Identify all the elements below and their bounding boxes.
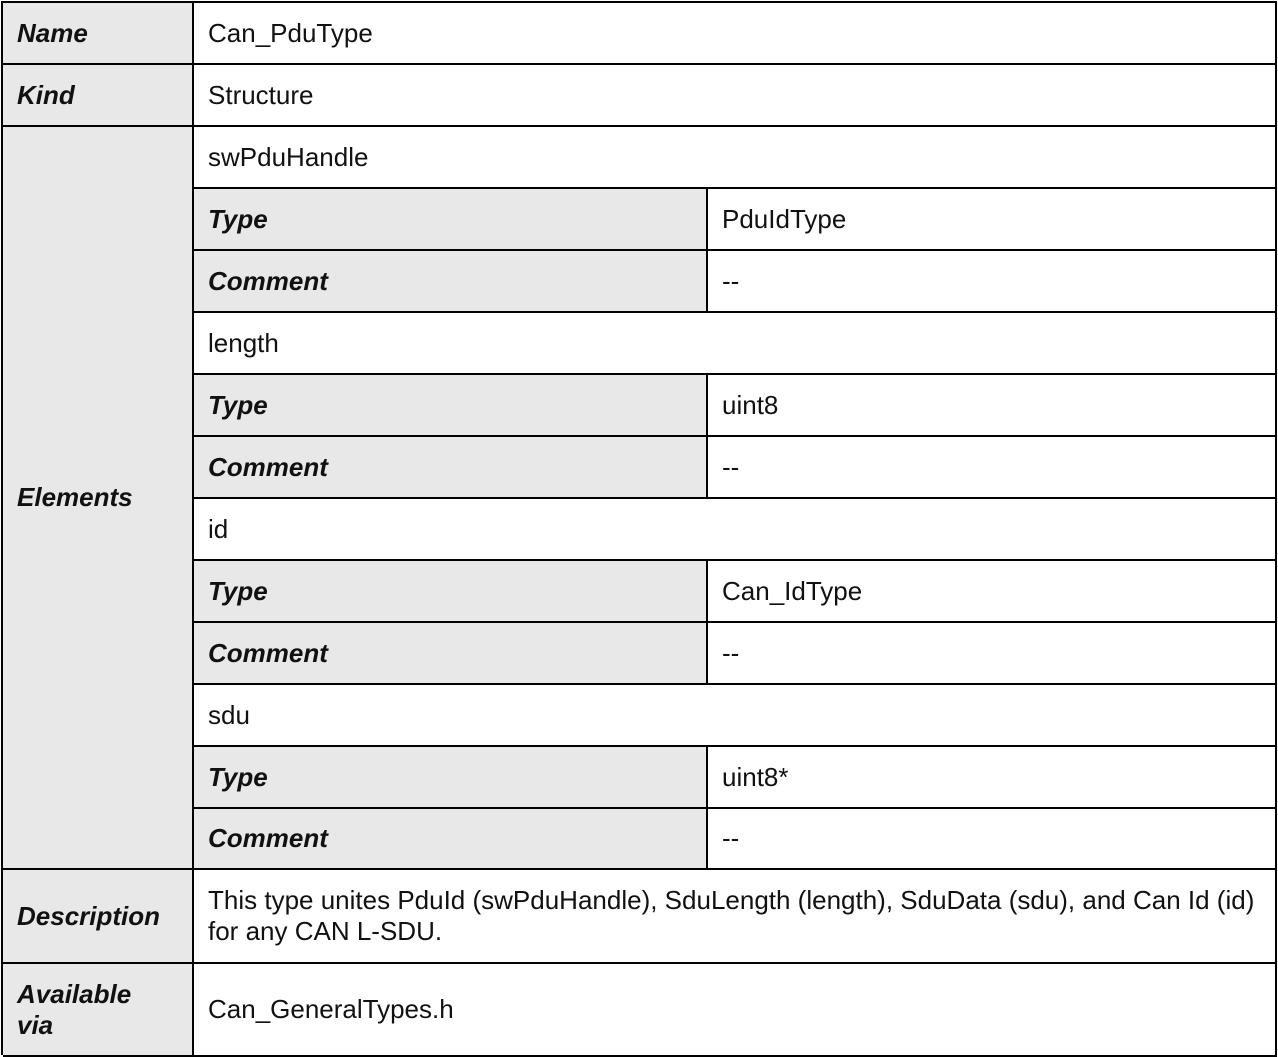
- element-name: sdu: [194, 685, 1277, 747]
- element-name: swPduHandle: [194, 127, 1277, 189]
- element-type-label: Type: [194, 561, 708, 623]
- available-via-label: Available via: [3, 964, 194, 1057]
- element-type-value: uint8: [708, 375, 1277, 437]
- elements-label: Elements: [3, 127, 194, 870]
- kind-label: Kind: [3, 65, 194, 127]
- available-via-value: Can_GeneralTypes.h: [194, 964, 1277, 1057]
- element-comment-label: Comment: [194, 623, 708, 685]
- element-comment-value: --: [708, 809, 1277, 870]
- element-comment-value: --: [708, 437, 1277, 499]
- element-type-label: Type: [194, 189, 708, 251]
- element-comment-label: Comment: [194, 809, 708, 870]
- name-label: Name: [3, 3, 194, 65]
- type-definition-table: [1, 1, 1277, 1055]
- name-value: Can_PduType: [194, 3, 1277, 65]
- description-value: This type unites PduId (swPduHandle), SduLength (length), SduData (sdu), and Can Id (id) for any CAN L-SDU.: [194, 870, 1277, 964]
- element-name: id: [194, 499, 1277, 561]
- element-type-value: PduIdType: [708, 189, 1277, 251]
- element-type-value: Can_IdType: [708, 561, 1277, 623]
- kind-value: Structure: [194, 65, 1277, 127]
- element-type-label: Type: [194, 375, 708, 437]
- element-comment-value: --: [708, 623, 1277, 685]
- element-comment-label: Comment: [194, 251, 708, 313]
- element-type-value: uint8*: [708, 747, 1277, 809]
- description-label: Description: [3, 870, 194, 964]
- element-name: length: [194, 313, 1277, 375]
- element-type-label: Type: [194, 747, 708, 809]
- element-comment-label: Comment: [194, 437, 708, 499]
- element-comment-value: --: [708, 251, 1277, 313]
